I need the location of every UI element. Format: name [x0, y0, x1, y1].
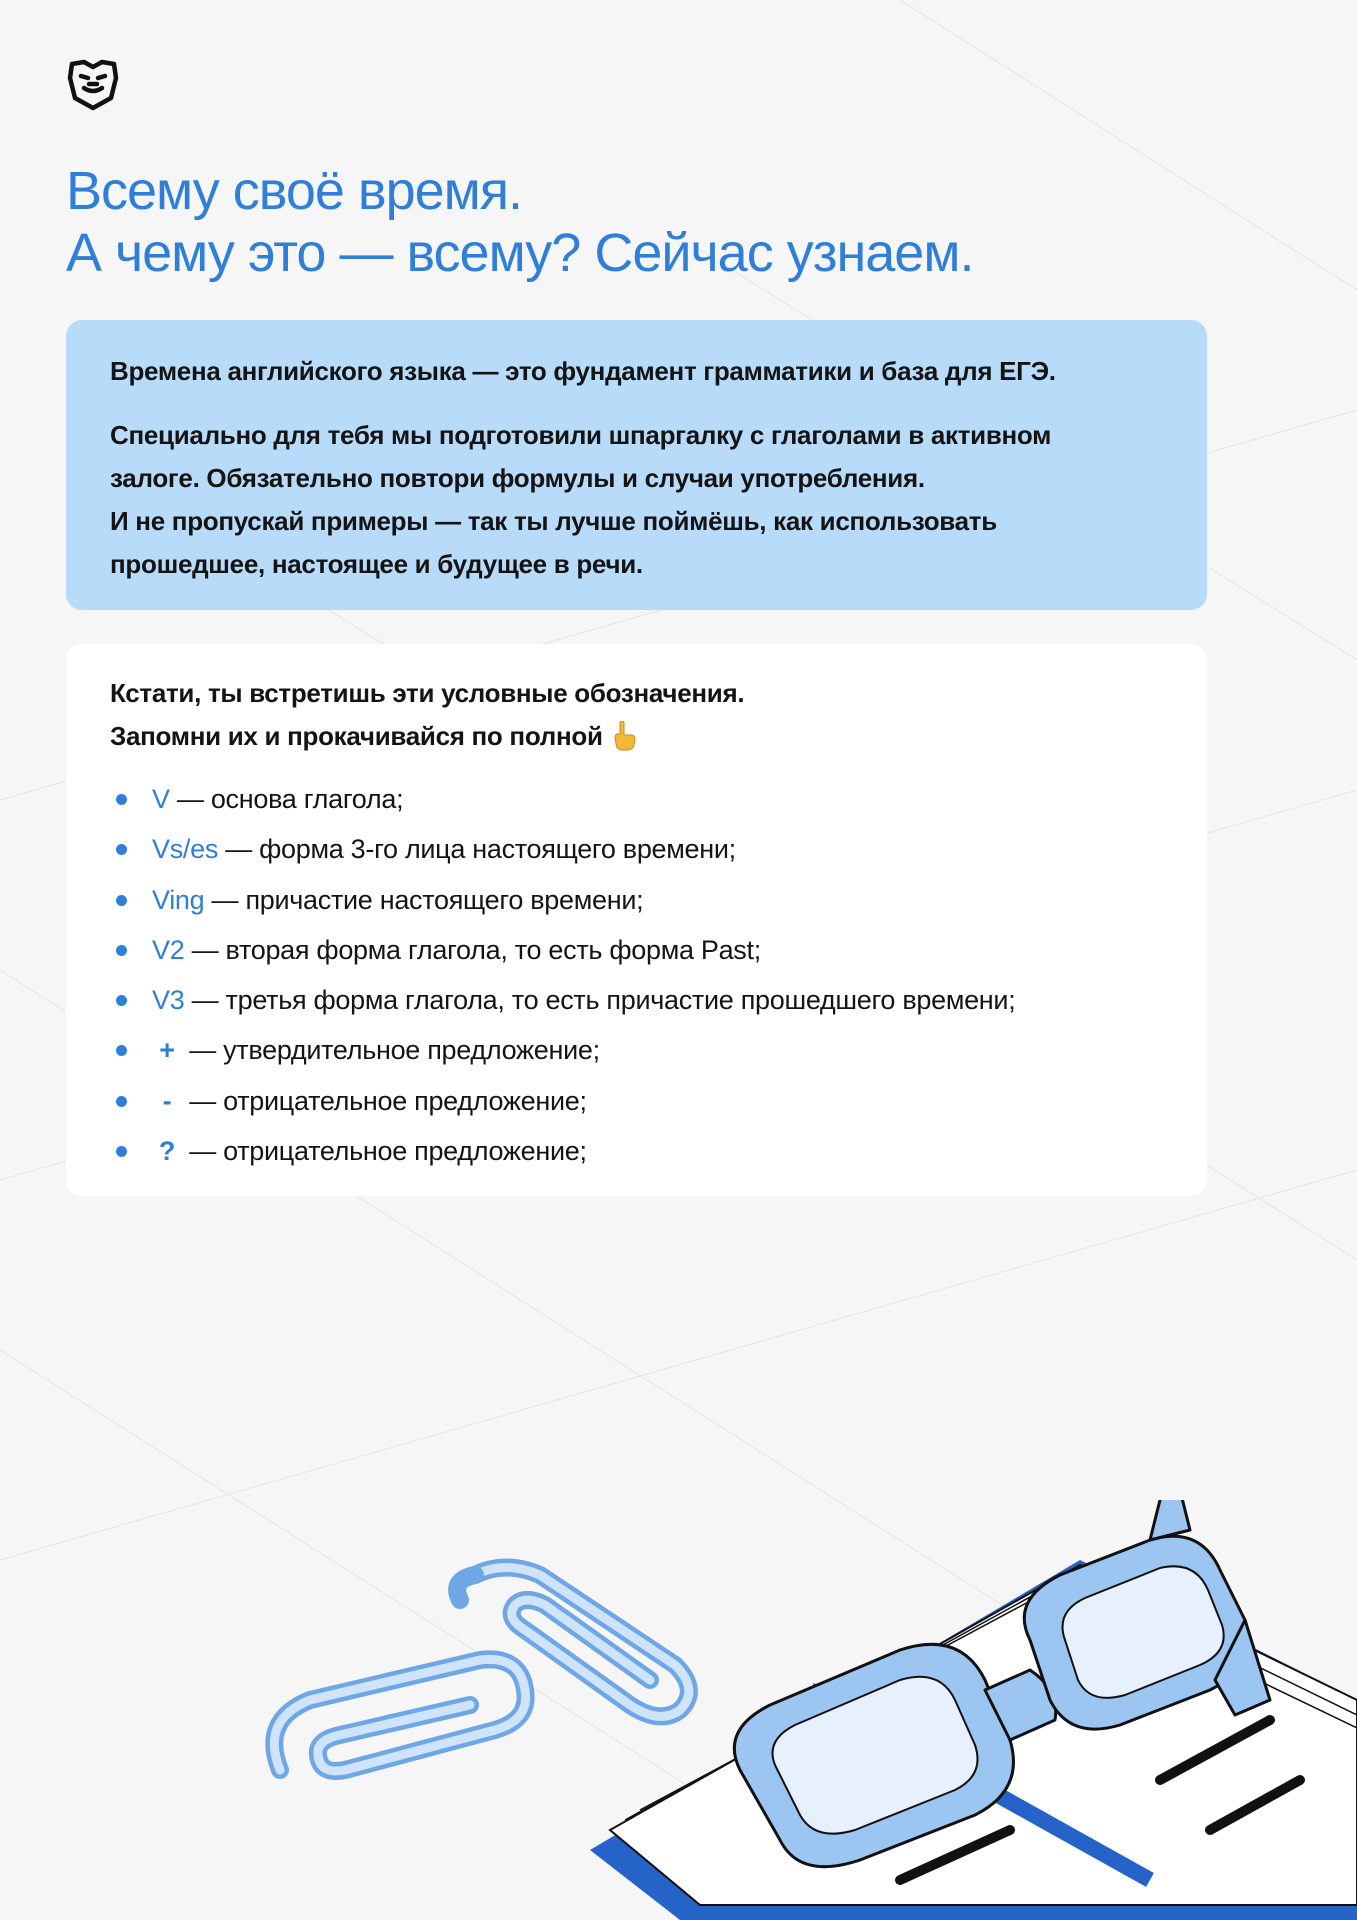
legend-list: [110, 774, 1163, 1176]
intro-paragraph-2: [110, 414, 1163, 586]
legend-intro-line-1: Кстати, ты встретишь эти условные обозначения.: [110, 678, 745, 708]
bullet-icon: [116, 794, 127, 805]
bullet-icon: [116, 844, 127, 855]
legend-description: — отрицательное предложение;: [182, 1136, 587, 1167]
intro-line: И не пропускай примеры — так ты лучше поймёшь, как использовать: [110, 506, 997, 536]
list-item: [110, 1076, 1163, 1126]
list-item: [110, 1126, 1163, 1176]
legend-symbol: V2: [152, 934, 185, 965]
legend-symbol: V3: [152, 985, 185, 1016]
intro-paragraph-1: Времена английского языка — это фундамент грамматики и база для ЕГЭ.: [110, 356, 1056, 386]
intro-box: [66, 320, 1207, 610]
legend-description: — утвердительное предложение;: [182, 1035, 600, 1066]
illustration: [0, 1500, 1357, 1920]
legend-description: — вторая форма глагола, то есть форма Past;: [184, 934, 761, 965]
list-item: [110, 925, 1163, 975]
intro-line: залоге. Обязательно повтори формулы и случаи употребления.: [110, 463, 925, 493]
list-item: [110, 975, 1163, 1025]
question-icon: ?: [158, 1136, 176, 1167]
paperclip-icon: [457, 1568, 689, 1717]
list-item: [110, 875, 1163, 925]
legend-description: — отрицательное предложение;: [182, 1085, 587, 1116]
legend-description: — причастие настоящего времени;: [204, 884, 644, 915]
page-title: [66, 160, 973, 284]
legend-intro: [110, 672, 1163, 758]
legend-intro-line-2-text: Запомни их и прокачивайся по полной: [110, 721, 603, 751]
intro-line: Специально для тебя мы подготовили шпаргалку с глаголами в активном: [110, 420, 1052, 450]
legend-description: — третья форма глагола, то есть причастие прошедшего времени;: [184, 985, 1016, 1016]
legend-symbol: Ving: [152, 884, 205, 915]
bullet-icon: [116, 945, 127, 956]
list-item: [110, 774, 1163, 824]
legend-description: — форма 3-го лица настоящего времени;: [218, 834, 736, 865]
legend-symbol: V: [152, 784, 170, 814]
bullet-icon: [116, 1146, 127, 1157]
legend-description: — основа глагола;: [169, 784, 404, 814]
title-line-1: Всему своё время.: [66, 161, 523, 221]
intro-line: прошедшее, настоящее и будущее в речи.: [110, 549, 643, 579]
minus-icon: -: [162, 1085, 172, 1116]
title-line-2: А чему это — всему? Сейчас узнаем.: [66, 223, 974, 283]
bear-head-icon[interactable]: [64, 54, 122, 112]
paperclip-icon: [274, 1659, 525, 1771]
pointing-down-hand-icon: [611, 721, 637, 751]
bullet-icon: [116, 995, 127, 1006]
list-item: [110, 1025, 1163, 1075]
list-item: [110, 824, 1163, 874]
bullet-icon: [116, 895, 127, 906]
bullet-icon: [116, 1045, 127, 1056]
bullet-icon: [116, 1096, 127, 1107]
legend-symbol: Vs/es: [152, 834, 219, 865]
legend-intro-line-2: [110, 715, 1163, 758]
legend-card: [66, 644, 1207, 1196]
plus-icon: +: [159, 1035, 175, 1066]
